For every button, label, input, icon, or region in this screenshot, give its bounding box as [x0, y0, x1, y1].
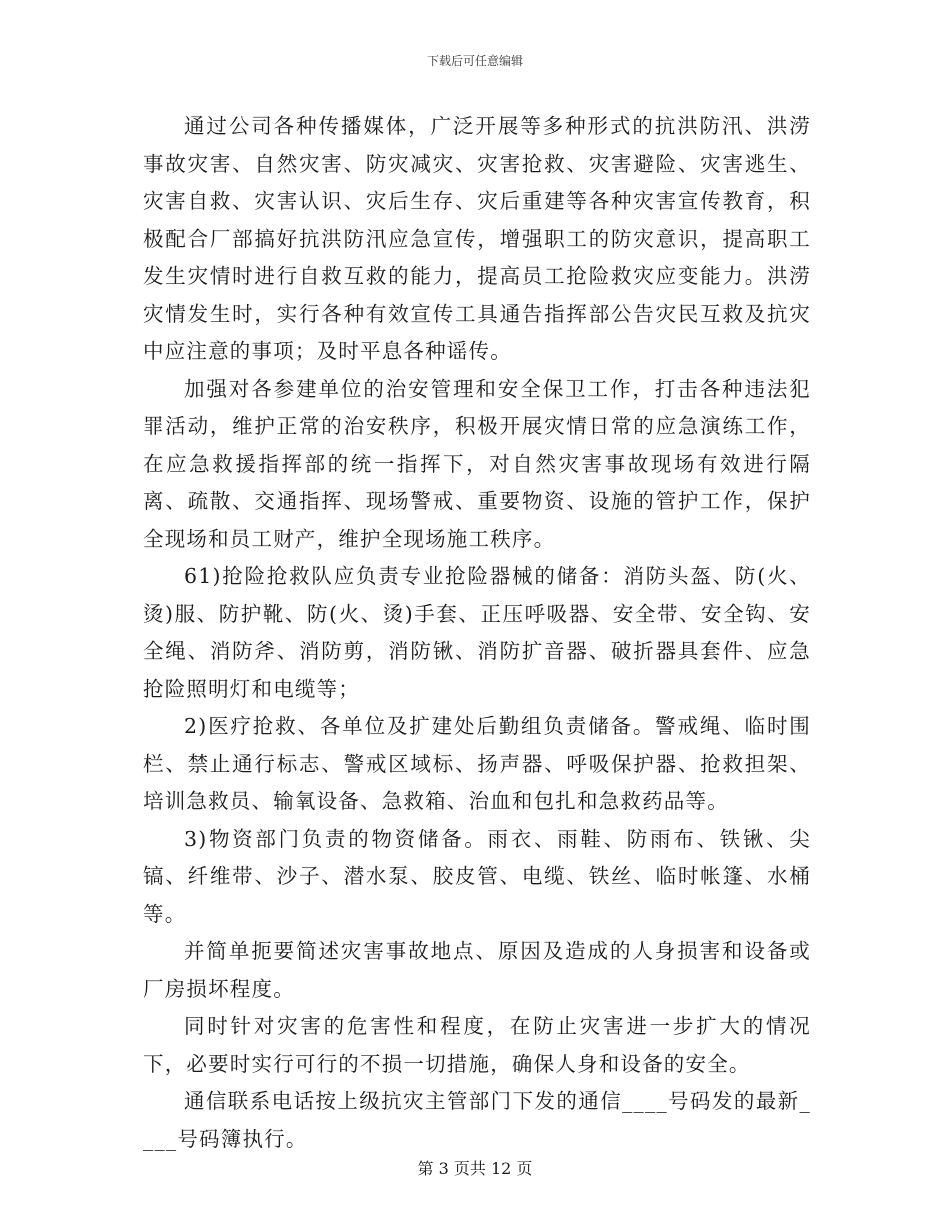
page-number: 第 3 页共 12 页 [417, 1159, 533, 1178]
paragraph-publicity: 通过公司各种传播媒体，广泛开展等多种形式的抗洪防汛、洪涝事故灾害、自然灾害、防灾减灾、灾害抢救、灾害避险、灾害逃生、灾害自救、灾害认识、灾后生存、灾后重建等各种灾害宣传教育，积极配合厂部搞好抗洪防汛应急宣传，增强职工的防灾意识，提高职工发生灾情时进行自救互救的能力，提高员工抢险救灾应变能力。洪涝灾情发生时，实行各种有效宣传工具通告指挥部公告灾民互救及抗灾中应注意的事项；及时平息各种谣传。 [143, 114, 811, 363]
page-header: 下载后可任意编辑 [426, 54, 523, 68]
paragraph-medical-reserve: 2)医疗抢救、各单位及扩建处后勤组负责储备。警戒绳、临时围栏、禁止通行标志、警戒区域标、扬声器、呼吸保护器、抢救担架、培训急救员、输氧设备、急救箱、治血和包扎和急救药品等。 [143, 714, 811, 813]
paragraph-report-brief: 并简单扼要简述灾害事故地点、原因及造成的人身损害和设备或厂房损坏程度。 [143, 939, 811, 1001]
paragraph-rescue-equipment: 61)抢险抢救队应负责专业抢险器械的储备：消防头盔、防(火、烫)服、防护靴、防(火、烫)手套、正压呼吸器、安全带、安全钩、安全绳、消防斧、消防剪，消防锹、消防扩音器、破折器具套件、应急抢险照明灯和电缆等； [143, 564, 811, 701]
document-body [143, 108, 811, 1158]
paragraph-measures: 同时针对灾害的危害性和程度，在防止灾害进一步扩大的情况下，必要时实行可行的不损一切措施，确保人身和设备的安全。 [143, 1014, 811, 1076]
paragraph-security: 加强对各参建单位的治安管理和安全保卫工作，打击各种违法犯罪活动，维护正常的治安秩序，积极开展灾情日常的应急演练工作，在应急救援指挥部的统一指挥下，对自然灾害事故现场有效进行隔离、疏散、交通指挥、现场警戒、重要物资、设施的管护工作，保护全现场和员工财产，维护全现场施工秩序。 [143, 376, 811, 551]
paragraph-communication: 通信联系电话按上级抗灾主管部门下发的通信____号码发的最新____号码簿执行。 [143, 1089, 811, 1151]
paragraph-material-reserve: 3)物资部门负责的物资储备。雨衣、雨鞋、防雨布、铁锹、尖镐、纤维带、沙子、潜水泵、胶皮管、电缆、铁丝、临时帐篷、水桶等。 [143, 826, 811, 926]
